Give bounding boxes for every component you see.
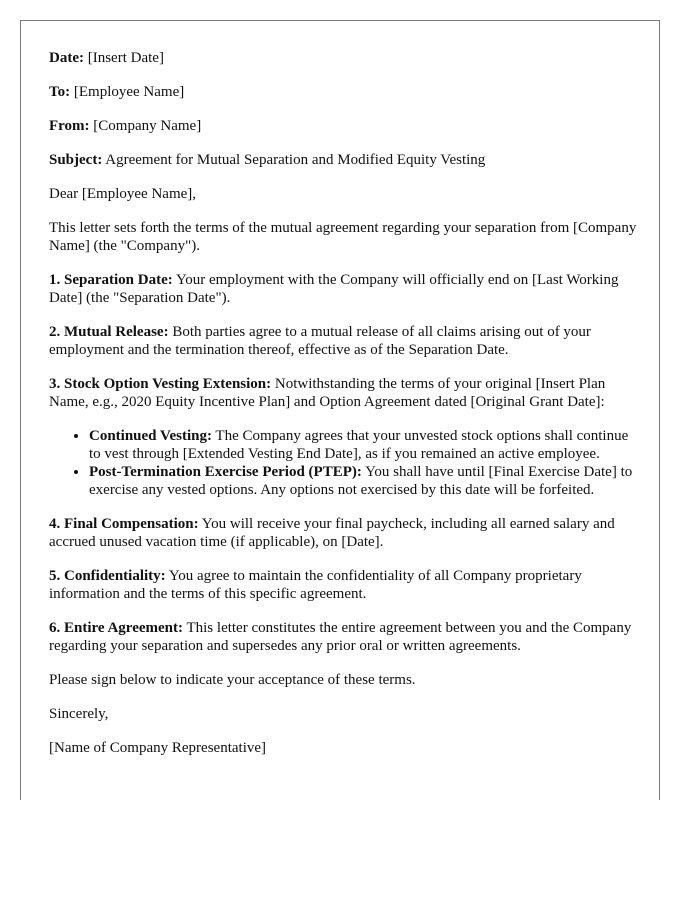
salutation: Dear [Employee Name], bbox=[49, 186, 197, 202]
date-label: Date: bbox=[49, 50, 84, 66]
section-confidentiality bbox=[49, 567, 641, 603]
date-value: [Insert Date] bbox=[83, 50, 164, 66]
to-label: To: bbox=[49, 84, 71, 100]
subject-line bbox=[49, 151, 641, 169]
signatory-name: [Name of Company Representative] bbox=[49, 740, 267, 756]
bullet-title: Continued Vesting: bbox=[89, 428, 212, 444]
subject-label: Subject: bbox=[49, 152, 103, 168]
section-title: 4. Final Compensation: bbox=[49, 516, 199, 532]
subject-value: Agreement for Mutual Separation and Modified Equity Vesting bbox=[102, 152, 486, 168]
section-body: This letter constitutes the entire agreement between you and the Company regarding your separation and supersedes any prior oral or written agreements. bbox=[49, 620, 632, 654]
section-separation-date bbox=[49, 271, 641, 307]
section-final-compensation bbox=[49, 515, 641, 551]
from-label: From: bbox=[49, 118, 90, 134]
section-title: 1. Separation Date: bbox=[49, 272, 173, 288]
section-mutual-release bbox=[49, 323, 641, 359]
letter-body bbox=[49, 49, 641, 773]
section-body: You agree to maintain the confidentiality of all Company proprietary information and the terms of this specific agreement. bbox=[49, 568, 582, 602]
vesting-terms-list bbox=[49, 427, 641, 499]
section-body: Both parties agree to a mutual release of all claims arising out of your employment and the termination thereof, effective as of the Separation Date. bbox=[49, 324, 591, 358]
signoff: Sincerely, bbox=[49, 706, 109, 722]
from-line bbox=[49, 117, 641, 135]
section-title: 5. Confidentiality: bbox=[49, 568, 166, 584]
section-body: Your employment with the Company will officially end on [Last Working Date] (the "Separation Date"). bbox=[49, 272, 619, 306]
bullet-body: The Company agrees that your unvested stock options shall continue to vest through [Extended Vesting End Date], as if you remained an active employee. bbox=[89, 428, 629, 462]
section-title: 6. Entire Agreement: bbox=[49, 620, 183, 636]
list-item-continued-vesting bbox=[89, 427, 641, 463]
section-title: 3. Stock Option Vesting Extension: bbox=[49, 376, 272, 392]
list-item-ptep bbox=[89, 463, 641, 499]
closing-instruction: Please sign below to indicate your acceptance of these terms. bbox=[49, 672, 416, 688]
section-title: 2. Mutual Release: bbox=[49, 324, 169, 340]
to-line bbox=[49, 83, 641, 101]
intro-paragraph: This letter sets forth the terms of the mutual agreement regarding your separation from [Company Name] (the "Company"). bbox=[49, 220, 637, 254]
to-value: [Employee Name] bbox=[70, 84, 185, 100]
section-entire-agreement bbox=[49, 619, 641, 655]
bullet-title: Post-Termination Exercise Period (PTEP): bbox=[89, 464, 362, 480]
letter-page bbox=[20, 20, 660, 800]
section-body: Notwithstanding the terms of your original [Insert Plan Name, e.g., 2020 Equity Incentive Plan] and Option Agreement dated [Original Grant Date]: bbox=[49, 376, 606, 410]
from-value: [Company Name] bbox=[89, 118, 202, 134]
date-line bbox=[49, 49, 641, 67]
section-body: You will receive your final paycheck, including all earned salary and accrued unused vacation time (if applicable), on [Date]. bbox=[49, 516, 615, 550]
bullet-body: You shall have until [Final Exercise Date] to exercise any vested options. Any options not exercised by this date will be forfeited. bbox=[89, 464, 633, 498]
section-stock-option-vesting bbox=[49, 375, 641, 411]
